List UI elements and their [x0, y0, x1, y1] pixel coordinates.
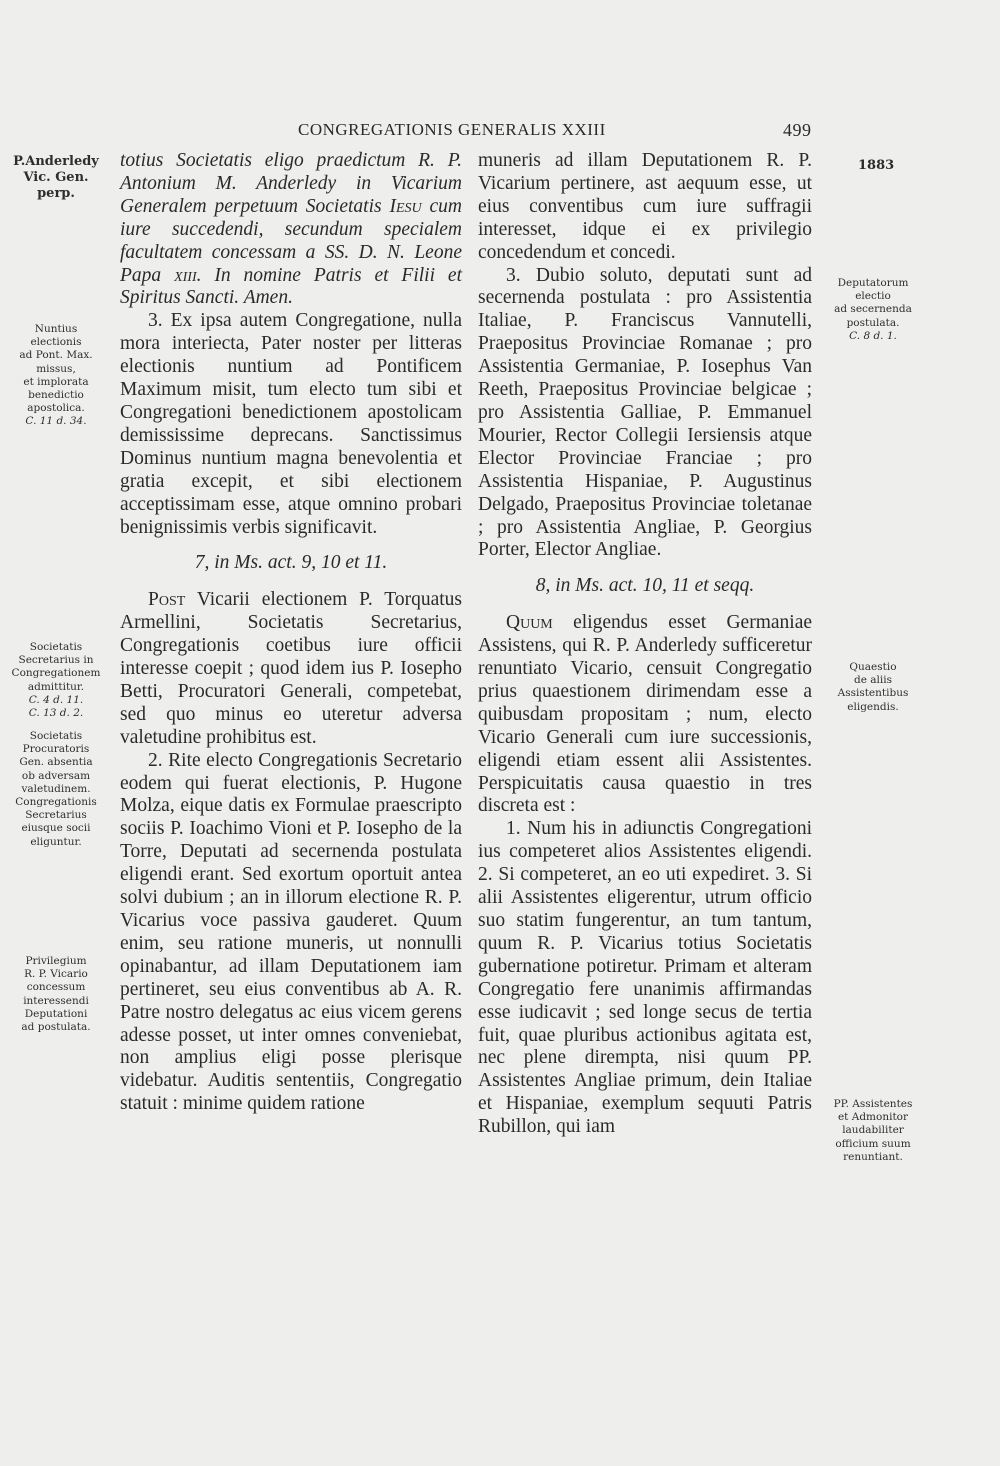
- margin-line: Nuntius: [34, 323, 78, 335]
- margin-line: missus,: [36, 362, 76, 375]
- margin-line: Congregationem: [11, 667, 101, 680]
- margin-line: et Admonitor: [837, 1111, 909, 1124]
- margin-line: Assistentibus: [837, 687, 909, 700]
- margin-line: Deputatorum: [837, 277, 909, 289]
- margin-line: et implorata: [23, 375, 89, 388]
- running-title: CONGREGATIONIS GENERALIS XXIII: [298, 120, 606, 139]
- margin-line: apostolica.: [27, 402, 85, 415]
- margin-line: Congregationis: [15, 796, 97, 809]
- margin-note-deputatorum: [818, 277, 928, 343]
- text-run: . In nomine Patris et Filii et Spiritus Sancti. Amen.: [120, 264, 462, 309]
- margin-note-nuntius: [0, 323, 112, 429]
- margin-ref: C. 13 d. 2.: [28, 707, 84, 720]
- running-head: [0, 120, 1000, 144]
- margin-ref: C. 4 d. 11.: [28, 693, 84, 706]
- paragraph: 3. Dubio soluto, deputati sunt ad secernenda postulata : pro Assistentia Italiae, P. Franciscus Vannutelli, Praepositus Provinciae Romanae ; pro Assistentia Germaniae, P. Iosephus Van Reeth, Praepositus Provinciae belgicae ; pro Assistentia Galliae, P. Emmanuel Mourier, Rector Collegii Iersiensis atque Elector Provinciae Franciae ; pro Assistentia Hispaniae, P. Augustinus Delgado, Praepositus Provinciae toletanae ; pro Assistentia Angliae, P. Georgius Porter, Elector Angliae.: [478, 264, 812, 561]
- margin-line: interessendi: [23, 994, 89, 1007]
- margin-line: renuntiant.: [843, 1150, 903, 1163]
- margin-line: ob adversam: [21, 769, 91, 782]
- paragraph: muneris ad illam Deputationem R. P. Vicarium pertinere, ast aequum esse, ut eius conventibus cum iure suffragii interesset, idque ei ex privilegio concedendum et concedi.: [478, 150, 812, 263]
- margin-line: eiusque socii: [21, 822, 91, 835]
- margin-line: electionis: [30, 336, 82, 349]
- margin-line: concessum: [26, 981, 86, 994]
- margin-line: Secretarius: [25, 809, 87, 822]
- margin-line: ad Pont. Max.: [19, 349, 93, 362]
- margin-line: admittitur.: [27, 680, 85, 693]
- margin-line: Procuratoris: [22, 743, 90, 756]
- text-run: Iesu: [389, 195, 422, 217]
- margin-line: postulata.: [846, 316, 900, 329]
- text-run: eligendus esset Germaniae Assistens, qui R. P. Anderledy sufficeretur renuntiato Vicario, censuit Congregatio prius quaestionem dirimendam esse a quibusdam propositam ; num, electo Vicario Generali cum iure successionis, eligendi etiam essent alii Assistentes. Perspicuitatis causa quaestio in tres discreta est :: [478, 612, 812, 817]
- text-column-right: [478, 150, 812, 1139]
- margin-line: perp.: [37, 186, 75, 201]
- paragraph: [120, 589, 462, 749]
- margin-line: laudabiliter: [842, 1124, 904, 1137]
- margin-line: ad secernenda: [834, 303, 912, 316]
- text-run: totius Societatis eligo praedictum R. P. Antonium M. Anderledy in Vicarium Generalem perpetuum Societatis: [120, 150, 462, 217]
- margin-line: valetudinem.: [21, 782, 91, 795]
- margin-line: P.Anderledy: [13, 154, 99, 169]
- section-heading: 7, in Ms. act. 9, 10 et 11.: [194, 552, 388, 574]
- margin-line: Societatis: [29, 641, 83, 653]
- margin-line: Privilegium: [25, 955, 87, 967]
- margin-line: Gen. absentia: [19, 756, 93, 769]
- margin-note-secretarius: [0, 641, 112, 720]
- margin-line: Deputationi: [24, 1007, 88, 1020]
- paragraph: [478, 612, 812, 818]
- paragraph: 1. Num his in adiunctis Congregationi ius competeret alios Assistentes eligendi. 2. Si competeret, an eo uti expediret. 3. Si alii Assistentes eligerentur, utrum officio suo statim fungerentur, an tum tantum, quum R. P. Vicarius totius Societatis gubernatione potiretur. Primam et alteram Congregatio fere unanimis affirmandas esse iudicavit ; sed longe secus de tertia fuit, quae pluribus actionibus agitata est, nec plene dirempta, nisi quum PP. Assistentes Angliae primum, dein Italiae et Hispaniae, exemplum sequuti Patris Rubillon, qui iam: [478, 818, 812, 1138]
- text-run: xiii: [174, 264, 197, 286]
- page-number: 499: [783, 120, 812, 140]
- text-run: Vicarii electionem P. Torquatus Armellini, Societatis Secretarius, Congregationis coetibus iure officii interesse coepit ; quod idem ius P. Iosepho Betti, Procuratori Generali, competebat, sed quo minus eo uteretur adversa valetudine prohibitus est.: [120, 589, 462, 748]
- paragraph: 2. Rite electo Congregationis Secretario eodem qui fuerat electionis, P. Hugone Molza, eique datis ex Formulae praescripto sociis P. Ioachimo Vioni et P. Iosepho de la Torre, Deputati ad secernenda postulata eligendi erant. Sed exortum oportuit antea solvi dubium ; an in illorum electione R. P. Vicarius voce passiva gauderet. Quum enim, seu ratione muneris, ut nonnulli opinabantur, ad illam Deputationem iam pertineret, seu eius conventibus ab A. R. Patre nostro delegatus ac eius vicem gerens adesse posset, ut inter omnes conveniebat, non amplius eligi posse plerisque videbatur. Auditis sententiis, Congregatio statuit : minime quidem ratione: [120, 749, 462, 1115]
- margin-line: PP. Assistentes: [833, 1098, 913, 1110]
- text-run: cum iure succedendi, secundum specialem facultatem concessam a SS. D. N. Leone Papa: [120, 195, 462, 286]
- margin-year: 1883: [858, 158, 895, 173]
- margin-line: Vic. Gen.: [23, 170, 89, 185]
- paragraph: [120, 150, 462, 310]
- margin-line: Quaestio: [849, 661, 897, 673]
- text-run: Post: [148, 589, 186, 611]
- margin-note-anderledy: [0, 154, 112, 202]
- margin-line: electio: [855, 290, 891, 303]
- margin-line: officium suum: [835, 1137, 911, 1150]
- margin-line: eligendis.: [847, 700, 899, 713]
- margin-line: eliguntur.: [30, 835, 82, 848]
- margin-note-quaestio: [818, 661, 928, 714]
- margin-line: R. P. Vicario: [24, 968, 88, 981]
- margin-note-procuratoris: [0, 730, 112, 849]
- text-column-left: [120, 150, 462, 1116]
- margin-line: Societatis: [29, 730, 83, 742]
- margin-note-assistentes: [818, 1098, 928, 1164]
- margin-line: Secretarius in: [18, 654, 94, 667]
- margin-line: de aliis: [854, 674, 892, 687]
- margin-ref: C. 8 d. 1.: [849, 329, 897, 342]
- section-heading: 8, in Ms. act. 10, 11 et seqq.: [535, 575, 755, 597]
- margin-ref: C. 11 d. 34.: [25, 415, 87, 428]
- margin-line: ad postulata.: [21, 1021, 91, 1034]
- margin-line: benedictio: [28, 389, 84, 402]
- paragraph: 3. Ex ipsa autem Congregatione, nulla mora interiecta, Pater noster per litteras electionis nuntium ad Pontificem Maximum misit, tum electo tum sibi et Congregationi benedictionem apostolicam demississime deprecans. Sanctissimus Dominus nuntium magna benevolentia et gratia excepit, et sibi electionem acceptissimam esse, atque omnino probari benignissimis verbis significavit.: [120, 310, 462, 538]
- text-run: Quum: [506, 612, 553, 634]
- margin-note-privilegium: [0, 955, 112, 1034]
